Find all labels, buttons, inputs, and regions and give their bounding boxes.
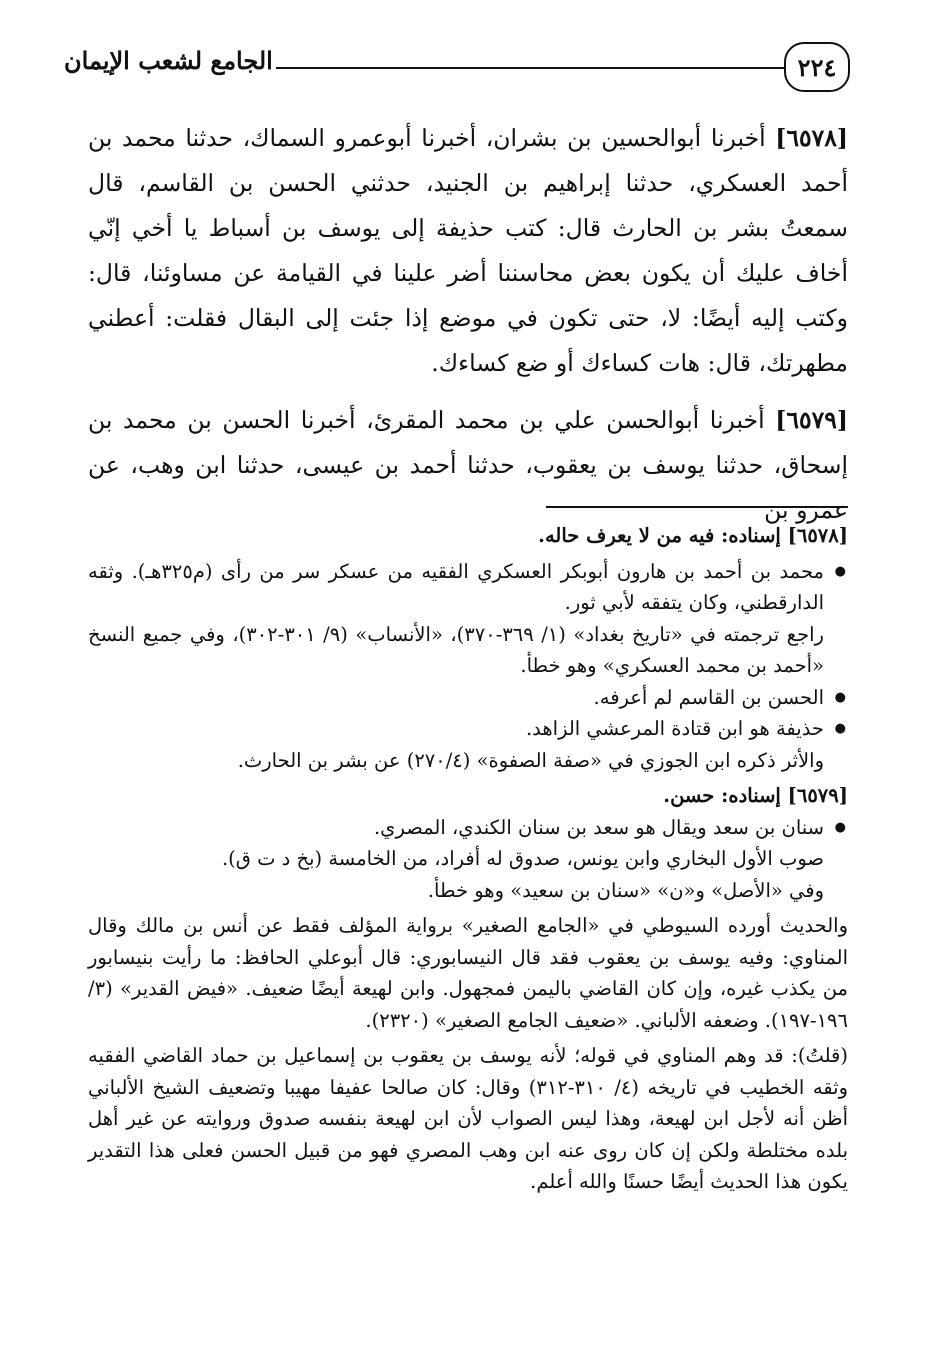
- hadith-text: أخبرنا أبوالحسن علي بن محمد المقرئ، أخبرنا الحسن بن محمد بن إسحاق، حدثنا يوسف بن يعقوب، حدثنا أحمد بن عيسى، حدثنا ابن وهب، عن عمرو بن: [88, 406, 848, 524]
- footnote-separator: [546, 506, 848, 508]
- footnote-line: صوب الأول البخاري وابن يونس، صدوق له أفراد، من الخامسة (بخ د ت ق).: [221, 847, 824, 870]
- footnote-heading: [٦٥٧٩] إسناده: حسن.: [663, 784, 848, 807]
- main-text: [88, 116, 848, 545]
- hadith-6579: [88, 398, 848, 533]
- footnote-line: راجع ترجمته في «تاريخ بغداد» (١/ ٣٦٩-٣٧٠)، «الأنساب» (٩/ ٣٠١-٣٠٢)، وفي جميع النسخ «أحمد بن محمد العسكري» وهو خطأ.: [88, 622, 824, 677]
- hadith-text: أخبرنا أبوالحسين بن بشران، أخبرنا أبوعمرو السماك، حدثنا محمد بن أحمد العسكري، حدثنا إبراهيم بن الجنيد، حدثني الحسن بن القاسم، قال سمعتُ بشر بن الحارث قال: كتب حذيفة إلى يوسف بن أسباط يا أخي إنّي أخاف عليك أن يكون بعض محاسننا أضر علينا في القيامة عن مساوئنا، قال: وكتب إليه أيضًا: لا، حتى تكون في موضع إذا جئت إلى البقال فقلت: أعطني مطهرتك، قال: هات كساءك أو ضع كساءك.: [88, 124, 848, 377]
- footnote-line: وفي «الأصل» و«ن» «سنان بن سعيد» وهو خطأ.: [427, 878, 824, 902]
- footnote-heading: [٦٥٧٨] إسناده: فيه من لا يعرف حاله.: [538, 524, 848, 547]
- footnote-paragraph: (قلتُ): قد وهم المناوي في قوله؛ لأنه يوسف بن يعقوب بن إسماعيل بن حماد القاضي الفقيه وثقه الخطيب في تاريخه (٤/ ٣١٠-٣١٢) وقال: كان صالحا عفيفا مهيبا وتضعيف الشيخ الألباني أظن أنه لأجل ابن لهيعة، وهذا ليس الصواب لأن ابن لهيعة بنفسه صدوق وروايته عن غير أهل بلده مختلطة ولكن إن كان روى عنه ابن وهب المصري فهو من قبيل الحسن فعلى هذا التقدير يكون هذا الحديث أيضًا حسنًا والله أعلم.: [88, 1044, 848, 1193]
- hadith-number: [٦٥٧٩]: [775, 406, 848, 434]
- footnote-bullet: ● حذيفة هو ابن قتادة المرعشي الزاهد.: [88, 713, 848, 745]
- hadith-number: [٦٥٧٨]: [775, 124, 848, 152]
- footnote-paragraph: والحديث أورده السيوطي في «الجامع الصغير» برواية المؤلف فقط عن أنس بن مالك وقال المناوي: وفيه يوسف بن يعقوب فقد قال النيسابوري: قال أبوعلي الحافظ: ما رأيت بنيسابور من يكذب غيره، وإن كان القاضي باليمن فمجهول. وابن لهيعة أيضًا ضعيف. «فيض القدير» (٣/ ١٩٦-١٩٧). وضعفه الألباني. «ضعيف الجامع الصغير» (٢٣٢٠).: [88, 914, 848, 1032]
- footnote-bullet: ● سنان بن سعد ويقال هو سعد بن سنان الكندي، المصري.: [88, 812, 848, 844]
- page-header: [64, 38, 850, 102]
- footnotes: [88, 520, 848, 1198]
- hadith-6578: [88, 116, 848, 386]
- running-title: الجامع لشعب الإيمان: [64, 46, 273, 75]
- footnote-bullet: ● محمد بن أحمد بن هارون أبوبكر العسكري الفقيه من عسكر سر من رأى (م٣٢٥هـ). وثقه الدارقطني، وكان يتفقه لأبي ثور.: [88, 556, 848, 619]
- header-rule: [276, 67, 788, 69]
- footnote-bullet: ● الحسن بن القاسم لم أعرفه.: [88, 682, 848, 714]
- page-number-badge: ٢٢٤: [784, 42, 850, 92]
- footnote-line: والأثر ذكره ابن الجوزي في «صفة الصفوة» (٢٧٠/٤) عن بشر بن الحارث.: [237, 748, 824, 772]
